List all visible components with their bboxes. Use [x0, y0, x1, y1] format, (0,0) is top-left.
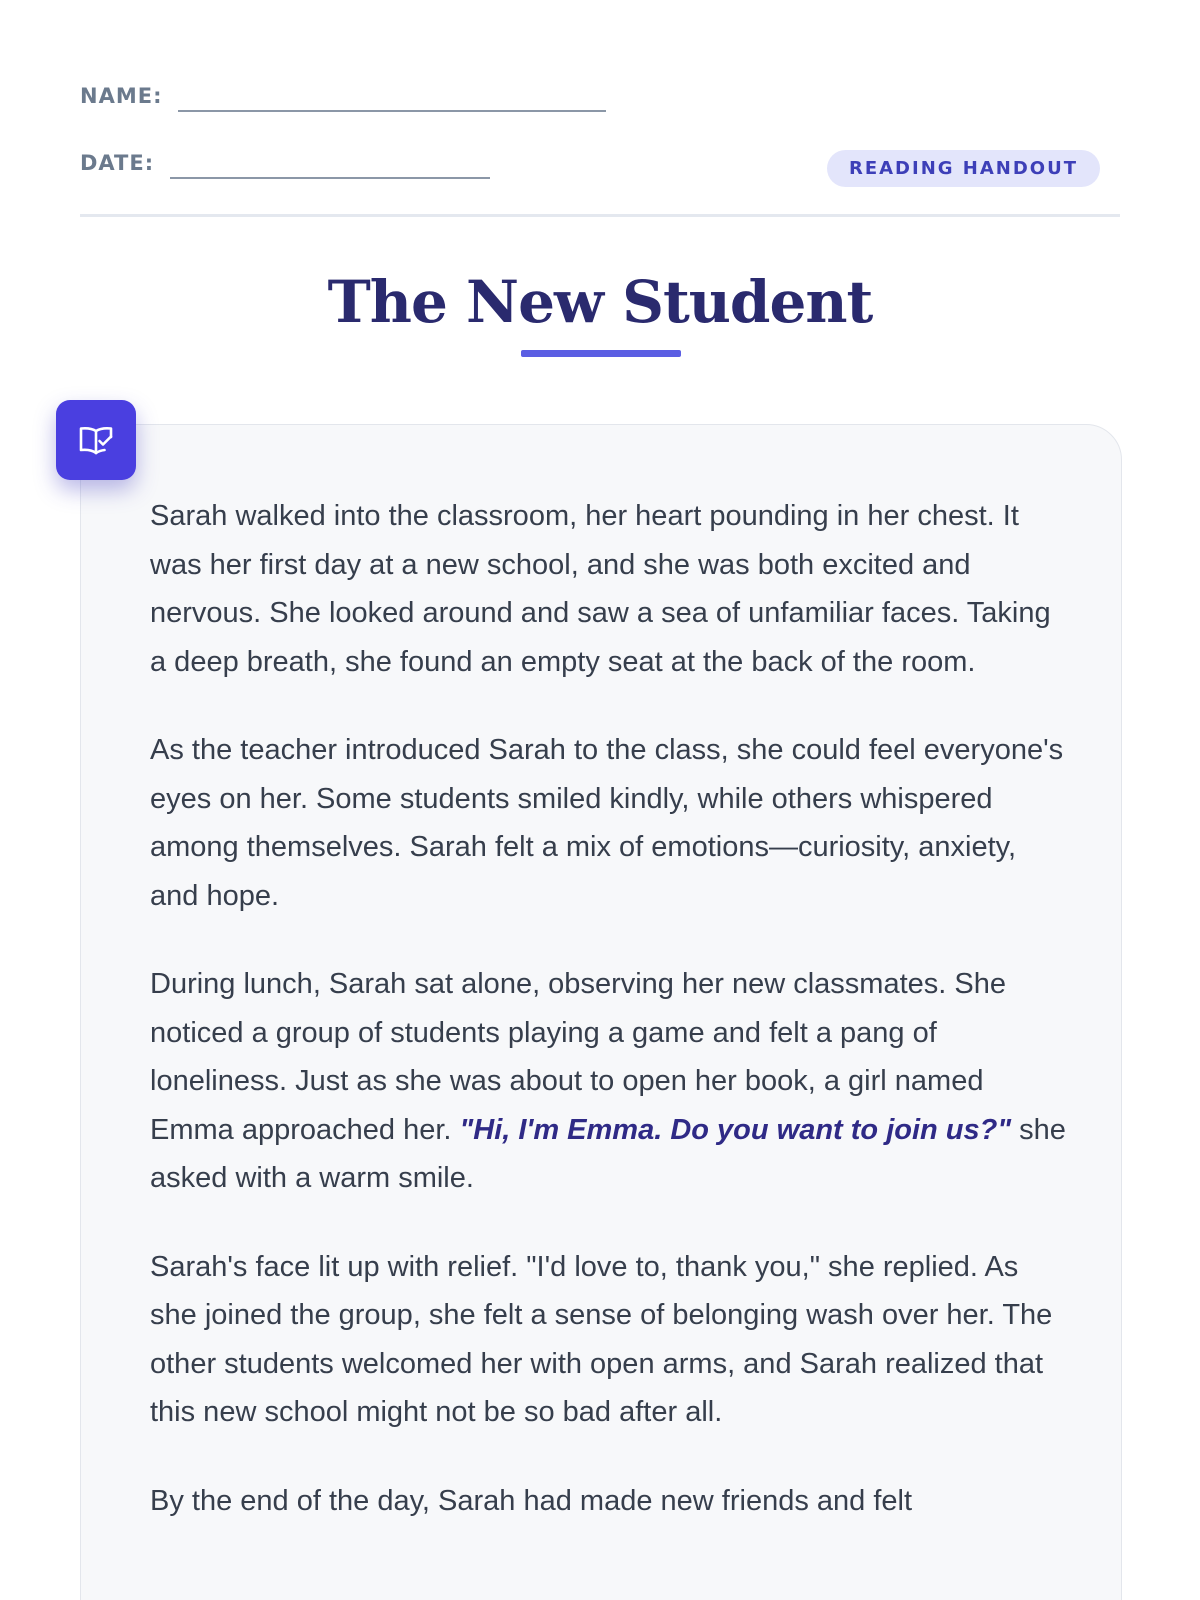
date-input-line[interactable]	[170, 177, 490, 179]
date-field-row	[80, 151, 490, 175]
name-field-row	[80, 84, 606, 108]
emma-quote: "Hi, I'm Emma. Do you want to join us?"	[459, 1113, 1012, 1146]
book-open-check-icon[interactable]	[56, 400, 136, 480]
reading-handout-badge: READING HANDOUT	[827, 150, 1100, 187]
name-input-line[interactable]	[178, 110, 606, 112]
header-divider	[80, 214, 1120, 217]
story-text	[150, 492, 1070, 1565]
title-underline	[521, 350, 681, 357]
story-paragraph-1: Sarah walked into the classroom, her heart pounding in her chest. It was her first day at a new school, and she was both excited and nervous. She looked around and saw a sea of unfamiliar faces. Taking a deep breath, she found an empty seat at the back of the room.	[150, 500, 1051, 678]
date-label: DATE:	[80, 151, 155, 175]
paragraph-3-ending: she asked with a warm smile.	[150, 1113, 1066, 1194]
paragraph-3-narration: During lunch, Sarah sat alone, observing her new classmates. She noticed a group of students playing a game and felt a pang of loneliness. Just as she was about to open her book, a girl named Emma approached her.	[150, 968, 1006, 1146]
name-label: NAME:	[80, 84, 163, 108]
story-paragraph-2: As the teacher introduced Sarah to the class, she could feel everyone's eyes on her. Some students smiled kindly, while others whispered among themselves. Sarah felt a mix of emotions—curiosity, anxiety, and hope.	[150, 734, 1064, 912]
story-paragraph-5: By the end of the day, Sarah had made new friends and felt	[150, 1484, 913, 1517]
story-paragraph-4: Sarah's face lit up with relief. "I'd love to, thank you," she replied. As she joined the group, she felt a sense of belonging wash over her. The other students welcomed her with open arms, and Sarah realized that this new school might not be so bad after all.	[150, 1250, 1053, 1428]
page-title: The New Student	[327, 268, 873, 336]
story-paragraph-3	[150, 960, 1070, 1203]
